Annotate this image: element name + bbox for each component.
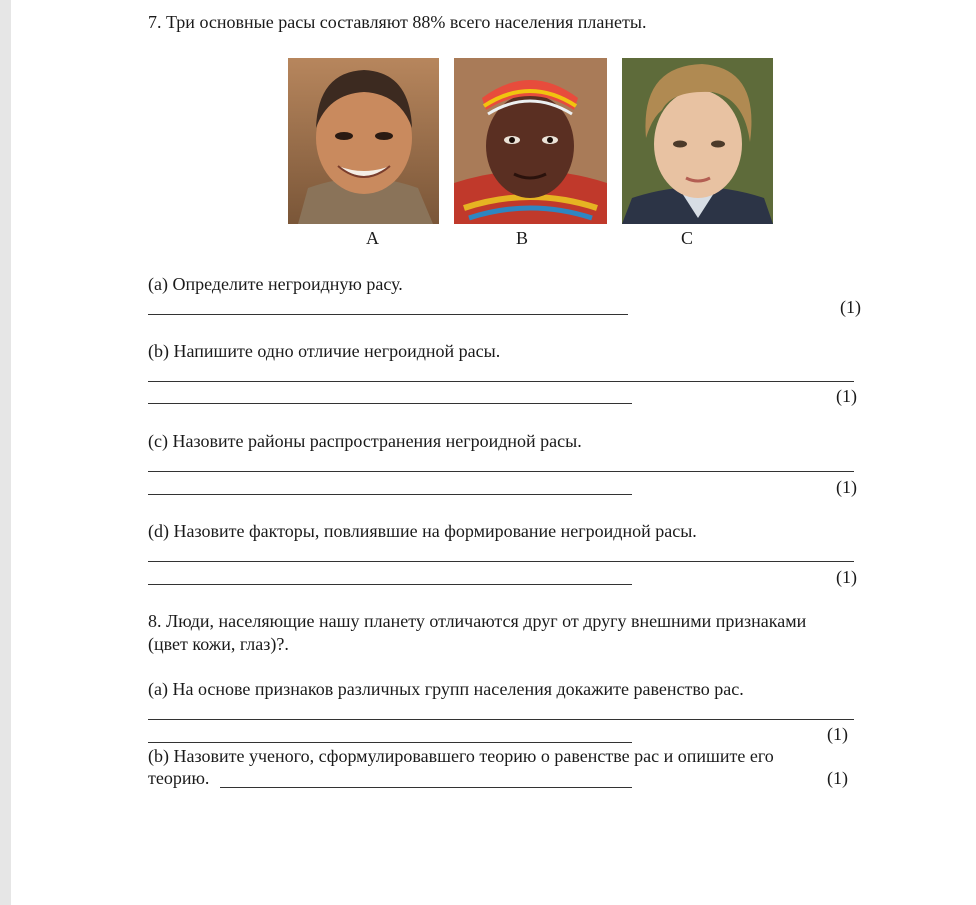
photo-b	[454, 58, 607, 224]
question-8-title-line2: (цвет кожи, глаз)?.	[148, 634, 289, 654]
question-7c: (c) Назовите районы распространения негроидной расы.	[148, 431, 582, 451]
answer-line-7b-1[interactable]	[148, 381, 854, 382]
caption-c: C	[681, 228, 694, 248]
question-8a: (a) На основе признаков различных групп населения докажите равенство рас.	[148, 679, 744, 699]
question-7a: (a) Определите негроидную расу.	[148, 274, 403, 294]
answer-line-7a[interactable]	[148, 314, 628, 315]
mark-7a: (1)	[840, 297, 861, 317]
mark-8a: (1)	[827, 724, 848, 744]
question-8b-line2: теорию.	[148, 768, 210, 788]
answer-line-7d-2[interactable]	[148, 584, 632, 585]
question-7d: (d) Назовите факторы, повлиявшие на формирование негроидной расы.	[148, 521, 697, 541]
mark-7d: (1)	[836, 567, 857, 587]
question-8b-line1: (b) Назовите ученого, сформулировавшего теорию о равенстве рас и опишите его	[148, 746, 774, 766]
answer-line-7b-2[interactable]	[148, 403, 632, 404]
answer-line-7c-2[interactable]	[148, 494, 632, 495]
caption-b: B	[516, 228, 529, 248]
mark-8b: (1)	[827, 768, 848, 788]
question-7b: (b) Напишите одно отличие негроидной расы.	[148, 341, 501, 361]
answer-line-8b[interactable]	[220, 787, 632, 788]
answer-line-8a-1[interactable]	[148, 719, 854, 720]
question-8-title-line1: 8. Люди, населяющие нашу планету отличаются друг от другу внешними признаками	[148, 611, 807, 631]
caption-a: A	[366, 228, 379, 248]
answer-line-7c-1[interactable]	[148, 471, 854, 472]
left-margin-bar	[0, 0, 11, 905]
answer-line-7d-1[interactable]	[148, 561, 854, 562]
photo-c	[622, 58, 773, 224]
mark-7b: (1)	[836, 386, 857, 406]
question-7-title: 7. Три основные расы составляют 88% всего населения планеты.	[148, 12, 647, 32]
photo-a	[288, 58, 439, 224]
mark-7c: (1)	[836, 477, 857, 497]
answer-line-8a-2[interactable]	[148, 742, 632, 743]
